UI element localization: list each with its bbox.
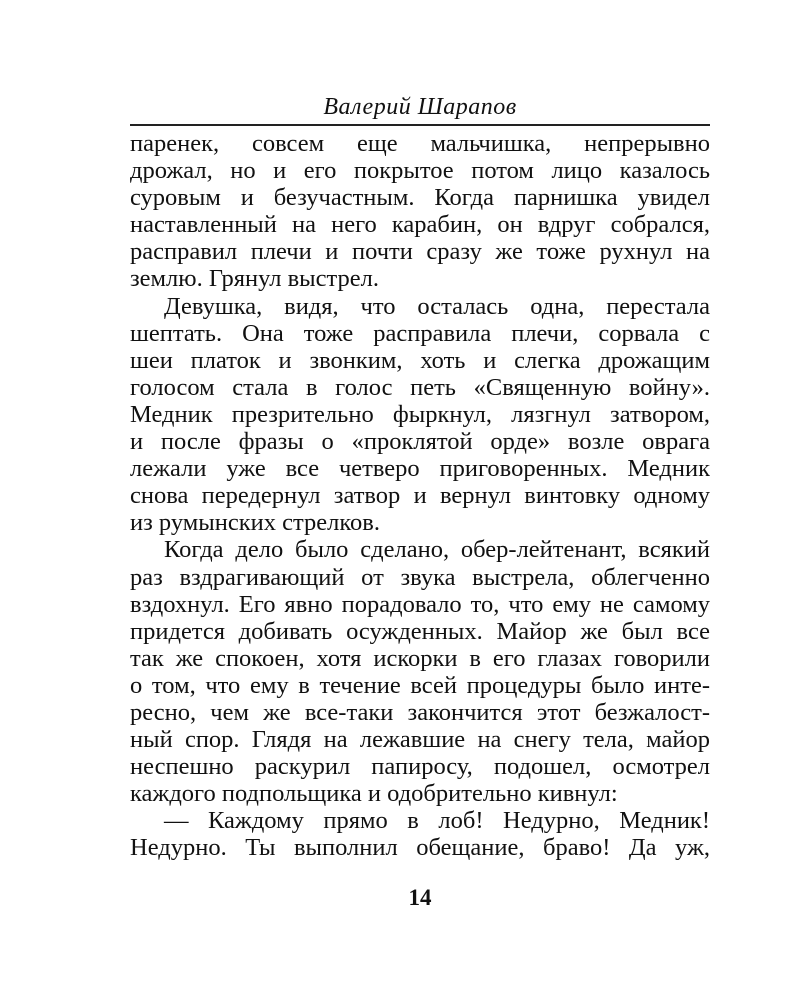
text-line: дрожал, но и его покрытое потом лицо казалось bbox=[130, 157, 710, 185]
text-line: — Каждому прямо в лоб! Недурно, Медник! bbox=[164, 807, 710, 835]
text-line: ный спор. Глядя на лежавшие на снегу тела, майор bbox=[130, 726, 710, 754]
text-line: лежали уже все четверо приговоренных. Медник bbox=[130, 455, 710, 483]
text-line: из румынских стрелков. bbox=[130, 509, 380, 537]
text-line: вздохнул. Его явно порадовало то, что ему не самому bbox=[130, 590, 710, 618]
text-line: Медник презрительно фыркнул, лязгнул затвором, bbox=[130, 400, 710, 428]
text-line: каждого подпольщика и одобрительно кивнул: bbox=[130, 780, 618, 808]
text-line: о том, что ему в течение всей процедуры было инте- bbox=[130, 671, 710, 699]
text-line: Недурно. Ты выполнил обещание, браво! Да уж, bbox=[130, 834, 710, 862]
text-line: Когда дело было сделано, обер-лейтенант, всякий bbox=[164, 536, 710, 564]
paragraph bbox=[130, 130, 710, 293]
text-line: так же спокоен, хотя искорки в его глазах говорили bbox=[130, 644, 710, 672]
text-line: ресно, чем же все-таки закончится этот безжалост- bbox=[130, 698, 710, 726]
text-line: суровым и безучастным. Когда парнишка увидел bbox=[130, 184, 710, 212]
body-text bbox=[130, 130, 710, 862]
text-line: голосом стала в голос петь «Священную войну». bbox=[130, 373, 710, 401]
text-line: паренек, совсем еще мальчишка, непрерывно bbox=[130, 130, 710, 157]
text-line: Девушка, видя, что осталась одна, перестала bbox=[164, 292, 710, 320]
header-rule bbox=[130, 124, 710, 126]
text-line: придется добивать осужденных. Майор же был все bbox=[130, 617, 710, 645]
text-line: снова передернул затвор и вернул винтовку одному bbox=[130, 482, 710, 510]
text-line: и после фразы о «проклятой орде» возле оврага bbox=[130, 428, 710, 456]
text-line: расправил плечи и почти сразу же тоже рухнул на bbox=[130, 238, 710, 266]
text-line: неспешно раскурил папиросу, подошел, осмотрел bbox=[130, 753, 710, 781]
text-line: раз вздрагивающий от звука выстрела, облегченно bbox=[130, 563, 710, 591]
running-title: Валерий Шарапов bbox=[323, 94, 517, 120]
text-line: землю. Грянул выстрел. bbox=[130, 265, 379, 293]
page-number: 14 bbox=[408, 885, 432, 910]
text-line: шеи платок и звонким, хоть и слегка дрожащим bbox=[130, 346, 710, 374]
paragraph bbox=[130, 807, 710, 861]
text-line: наставленный на него карабин, он вдруг собрался, bbox=[130, 211, 710, 239]
text-line: шептать. Она тоже расправила плечи, сорвала с bbox=[130, 319, 710, 347]
paragraph bbox=[130, 293, 710, 537]
paragraph bbox=[130, 536, 710, 807]
